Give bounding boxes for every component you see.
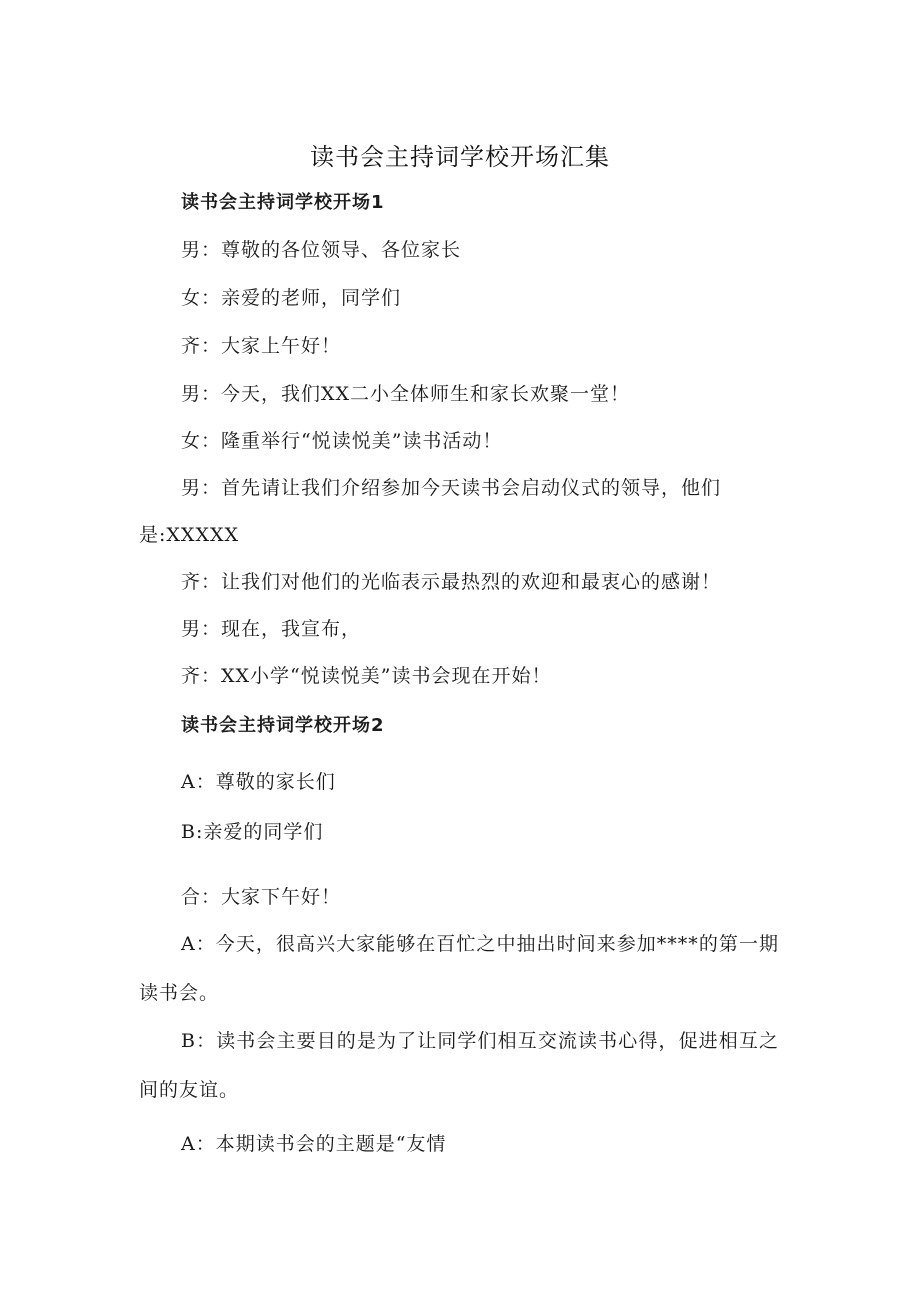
paragraph-line: 男：尊敬的各位领导、各位家长 (181, 239, 462, 261)
paragraph-line: 女：亲爱的老师，同学们 (181, 287, 402, 309)
paragraph-line: 齐：XX小学“悦读悦美”读书会现在开始！ (181, 665, 552, 687)
section-heading-2: 读书会主持词学校开场2 (181, 715, 385, 736)
paragraph-line: B:亲爱的同学们 (181, 821, 324, 843)
paragraph-line: 男：今天，我们XX二小全体师生和家长欢聚一堂！ (181, 383, 631, 405)
paragraph-wrapped: A：今天，很高兴大家能够在百忙之中抽出时间来参加****的第一期读书会。 (139, 933, 779, 1004)
section-heading-1: 读书会主持词学校开场1 (181, 192, 385, 213)
paragraph-line: A：本期读书会的主题是“友情 (181, 1133, 447, 1155)
document-title: 读书会主持词学校开场汇集 (310, 143, 610, 171)
paragraph-line: 是:XXXXX (139, 524, 240, 546)
paragraph-line: 齐：大家上午好！ (181, 335, 342, 357)
paragraph-line: 男：首先请让我们介绍参加今天读书会启动仪式的领导，他们 (181, 477, 722, 499)
paragraph-line: 女：隆重举行“悦读悦美”读书活动！ (181, 430, 503, 452)
paragraph-line: A：尊敬的家长们 (181, 771, 336, 793)
paragraph-line: 齐：让我们对他们的光临表示最热烈的欢迎和最衷心的感谢！ (181, 571, 722, 593)
paragraph-wrapped: B：读书会主要目的是为了让同学们相互交流读书心得，促进相互之间的友谊。 (139, 1030, 779, 1101)
paragraph-line: 合：大家下午好！ (181, 886, 342, 908)
paragraph-line: 男：现在，我宣布， (181, 618, 362, 640)
